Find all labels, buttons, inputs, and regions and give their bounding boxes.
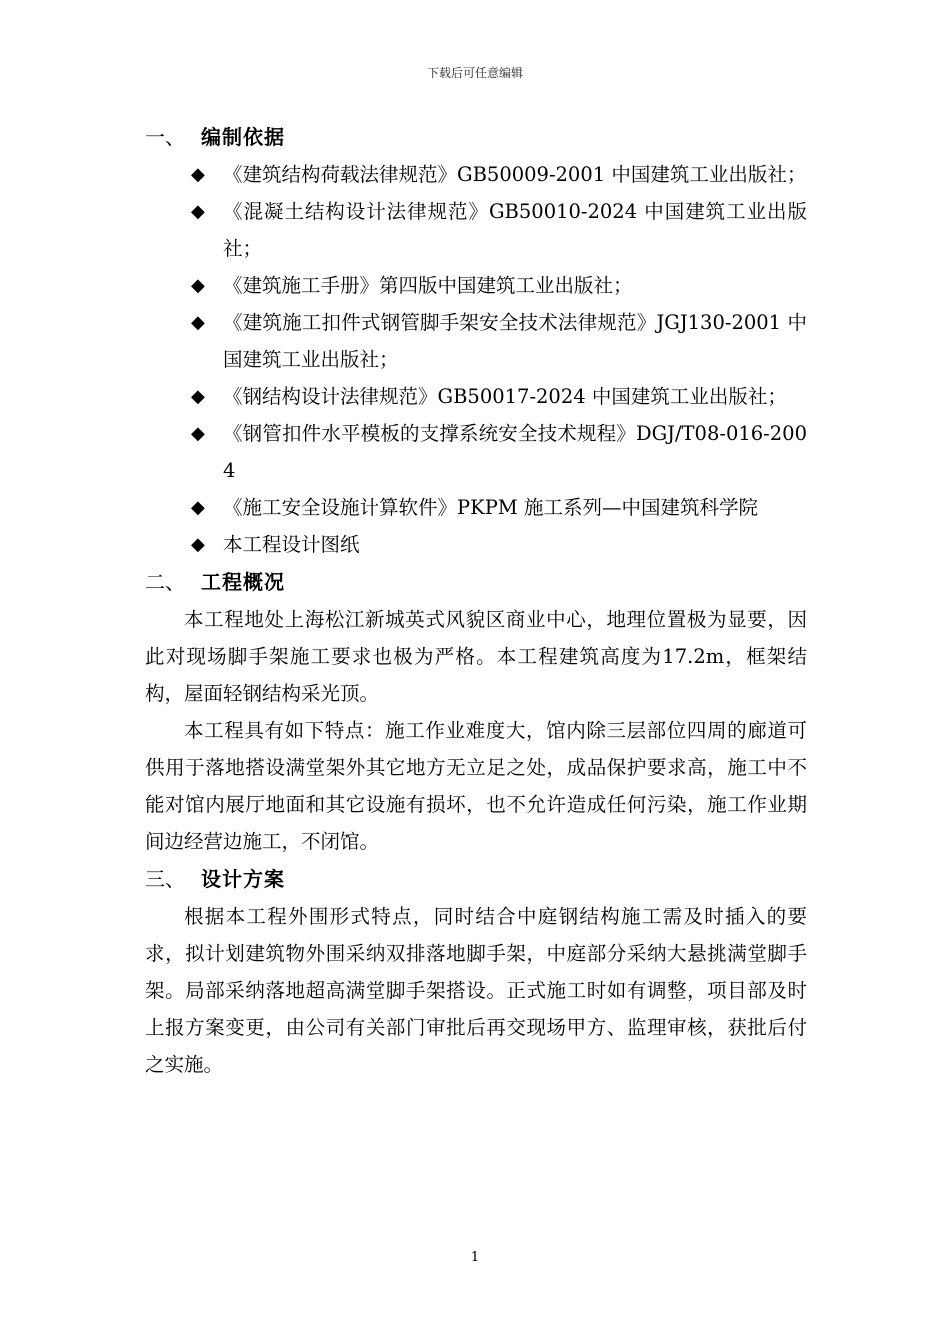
- reference-text: 本工程设计图纸: [223, 533, 360, 556]
- header-note: 下载后可任意编辑: [426, 66, 523, 80]
- section-title: 设计方案: [201, 867, 285, 891]
- reference-text: 《钢结构设计法律规范》GB50017-2024 中国建筑工业出版社；: [223, 385, 787, 408]
- diamond-bullet-icon: ◆: [191, 275, 205, 296]
- diamond-bullet-icon: ◆: [191, 423, 205, 444]
- reference-item: [145, 156, 807, 193]
- body-paragraph: 本工程具有如下特点：施工作业难度大，馆内除三层部位四周的廊道可供用于落地搭设满堂架外其它地方无立足之处，成品保护要求高，施工中不能对馆内展厅地面和其它设施有损坏，也不允许造成任何污染，施工作业期间边经营边施工，不闭馆。: [145, 719, 807, 853]
- diamond-bullet-icon: ◆: [191, 312, 205, 333]
- section-number: 三、: [145, 867, 185, 891]
- body-paragraph: 根据本工程外围形式特点，同时结合中庭钢结构施工需及时插入的要求，拟计划建筑物外围采纳双排落地脚手架，中庭部分采纳大悬挑满堂脚手架。局部采纳落地超高满堂脚手架搭设。正式施工时如有调整，项目部及时上报方案变更，由公司有关部门审批后再交现场甲方、监理审核，获批后付之实施。: [145, 905, 807, 1076]
- reference-list: [145, 156, 807, 563]
- section-heading-basis: [145, 118, 807, 156]
- diamond-bullet-icon: ◆: [191, 201, 205, 222]
- diamond-bullet-icon: ◆: [191, 497, 205, 518]
- reference-text: 《建筑结构荷载法律规范》GB50009-2001 中国建筑工业出版社；: [223, 163, 807, 186]
- reference-text: 《建筑施工手册》第四版中国建筑工业出版社；: [223, 274, 633, 297]
- document-body: [145, 118, 807, 1083]
- body-paragraph: 本工程地处上海松江新城英式风貌区商业中心，地理位置极为显要，因此对现场脚手架施工要求也极为严格。本工程建筑高度为17.2m，框架结构，屋面轻钢结构采光顶。: [145, 608, 807, 705]
- reference-item: [145, 267, 807, 304]
- section-title: 工程概况: [201, 570, 285, 594]
- diamond-bullet-icon: ◆: [191, 534, 205, 555]
- page-number: 1: [470, 1250, 480, 1265]
- diamond-bullet-icon: ◆: [191, 164, 205, 185]
- reference-item: [145, 378, 807, 415]
- reference-item: [145, 415, 807, 489]
- section-title: 编制依据: [201, 125, 285, 149]
- reference-text: 《施工安全设施计算软件》PKPM 施工系列—中国建筑科学院: [223, 496, 758, 519]
- reference-item: [145, 489, 807, 526]
- reference-item: [145, 526, 807, 563]
- reference-text: 《混凝土结构设计法律规范》GB50010-2024 中国建筑工业出版社；: [223, 200, 807, 260]
- section-number: 二、: [145, 570, 185, 594]
- reference-item: [145, 193, 807, 267]
- diamond-bullet-icon: ◆: [191, 386, 205, 407]
- reference-item: [145, 304, 807, 378]
- section-number: 一、: [145, 125, 185, 149]
- section-heading-design: [145, 860, 807, 898]
- reference-text: 《建筑施工扣件式钢管脚手架安全技术法律规范》JGJ130-2001 中国建筑工业出版社；: [223, 311, 807, 371]
- section-heading-overview: [145, 563, 807, 601]
- reference-text: 《钢管扣件水平模板的支撑系统安全技术规程》DGJ/T08-016-2004: [223, 422, 807, 482]
